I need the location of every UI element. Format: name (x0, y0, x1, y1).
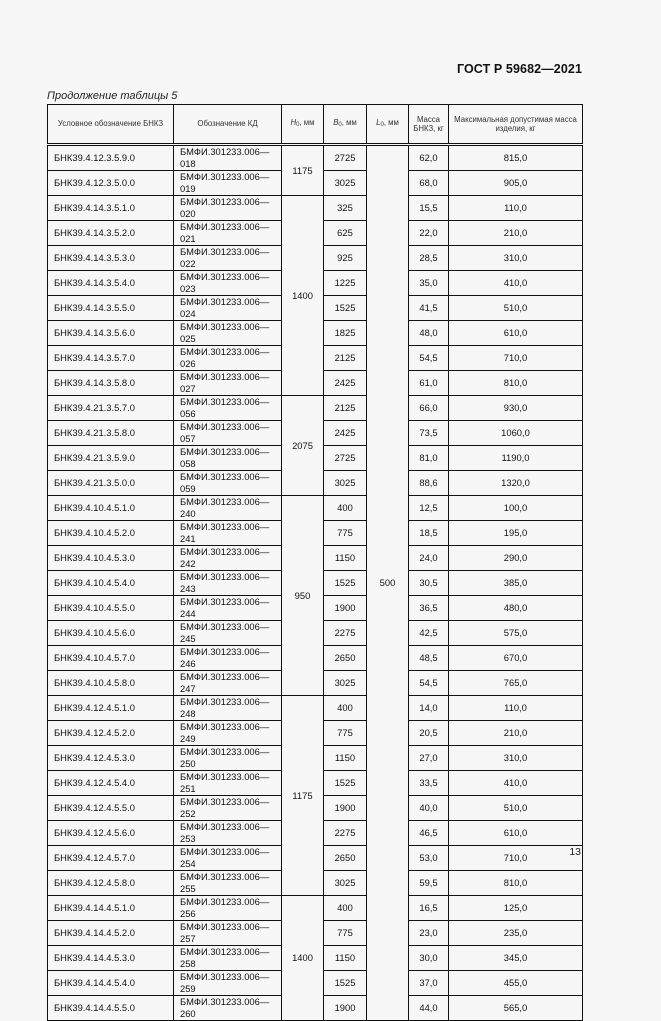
cell-kd-designation: БМФИ.301233.006—018 (174, 145, 282, 171)
cell-bnkz-designation: БНК39.4.14.3.5.2.0 (48, 221, 174, 246)
cell-mass: 24,0 (409, 546, 449, 571)
page-number: 13 (569, 846, 581, 858)
cell-mass: 88,6 (409, 471, 449, 496)
cell-max-mass: 235,0 (449, 921, 583, 946)
cell-kd-designation: БМФИ.301233.006—027 (174, 371, 282, 396)
cell-mass: 68,0 (409, 171, 449, 196)
cell-max-mass: 385,0 (449, 571, 583, 596)
cell-max-mass: 410,0 (449, 271, 583, 296)
cell-kd-designation: БМФИ.301233.006—240 (174, 496, 282, 521)
cell-b0: 2125 (324, 346, 367, 371)
table-row (48, 145, 583, 171)
cell-b0: 400 (324, 696, 367, 721)
cell-max-mass: 810,0 (449, 871, 583, 896)
cell-mass: 40,0 (409, 796, 449, 821)
cell-bnkz-designation: БНК39.4.21.3.5.9.0 (48, 446, 174, 471)
table-row (48, 196, 583, 221)
cell-h0: 950 (282, 496, 324, 696)
cell-mass: 36,5 (409, 596, 449, 621)
cell-max-mass: 710,0 (449, 346, 583, 371)
col-header-mass: Масса БНКЗ, кг (409, 105, 449, 145)
cell-kd-designation: БМФИ.301233.006—020 (174, 196, 282, 221)
cell-max-mass: 290,0 (449, 546, 583, 571)
cell-mass: 30,0 (409, 946, 449, 971)
cell-kd-designation: БМФИ.301233.006—248 (174, 696, 282, 721)
cell-max-mass: 905,0 (449, 171, 583, 196)
cell-kd-designation: БМФИ.301233.006—056 (174, 396, 282, 421)
cell-mass: 16,5 (409, 896, 449, 921)
cell-mass: 42,5 (409, 621, 449, 646)
cell-max-mass: 930,0 (449, 396, 583, 421)
cell-h0: 1400 (282, 896, 324, 1021)
cell-kd-designation: БМФИ.301233.006—243 (174, 571, 282, 596)
cell-bnkz-designation: БНК39.4.12.4.5.7.0 (48, 846, 174, 871)
cell-kd-designation: БМФИ.301233.006—257 (174, 921, 282, 946)
cell-bnkz-designation: БНК39.4.14.3.5.6.0 (48, 321, 174, 346)
cell-b0: 2425 (324, 371, 367, 396)
cell-bnkz-designation: БНК39.4.14.3.5.4.0 (48, 271, 174, 296)
cell-kd-designation: БМФИ.301233.006—058 (174, 446, 282, 471)
cell-kd-designation: БМФИ.301233.006—259 (174, 971, 282, 996)
cell-kd-designation: БМФИ.301233.006—245 (174, 621, 282, 646)
cell-mass: 37,0 (409, 971, 449, 996)
cell-b0: 2275 (324, 821, 367, 846)
cell-b0: 1225 (324, 271, 367, 296)
cell-bnkz-designation: БНК39.4.14.3.5.3.0 (48, 246, 174, 271)
cell-mass: 73,5 (409, 421, 449, 446)
cell-kd-designation: БМФИ.301233.006—252 (174, 796, 282, 821)
cell-bnkz-designation: БНК39.4.10.4.5.6.0 (48, 621, 174, 646)
cell-bnkz-designation: БНК39.4.12.4.5.5.0 (48, 796, 174, 821)
cell-bnkz-designation: БНК39.4.14.4.5.1.0 (48, 896, 174, 921)
table-header-row (48, 105, 583, 145)
cell-kd-designation: БМФИ.301233.006—244 (174, 596, 282, 621)
cell-kd-designation: БМФИ.301233.006—025 (174, 321, 282, 346)
cell-bnkz-designation: БНК39.4.14.3.5.1.0 (48, 196, 174, 221)
cell-bnkz-designation: БНК39.4.14.4.5.3.0 (48, 946, 174, 971)
cell-b0: 400 (324, 896, 367, 921)
cell-bnkz-designation: БНК39.4.10.4.5.5.0 (48, 596, 174, 621)
data-table (47, 104, 583, 1021)
cell-kd-designation: БМФИ.301233.006—024 (174, 296, 282, 321)
cell-b0: 775 (324, 521, 367, 546)
table-row (48, 396, 583, 421)
cell-max-mass: 100,0 (449, 496, 583, 521)
cell-max-mass: 670,0 (449, 646, 583, 671)
cell-b0: 325 (324, 196, 367, 221)
cell-h0: 2075 (282, 396, 324, 496)
cell-max-mass: 810,0 (449, 371, 583, 396)
cell-bnkz-designation: БНК39.4.12.4.5.6.0 (48, 821, 174, 846)
cell-kd-designation: БМФИ.301233.006—247 (174, 671, 282, 696)
cell-kd-designation: БМФИ.301233.006—254 (174, 846, 282, 871)
cell-bnkz-designation: БНК39.4.12.4.5.3.0 (48, 746, 174, 771)
cell-max-mass: 480,0 (449, 596, 583, 621)
cell-bnkz-designation: БНК39.4.10.4.5.4.0 (48, 571, 174, 596)
col-header-kd: Обозначение КД (174, 105, 282, 145)
table-row (48, 896, 583, 921)
cell-bnkz-designation: БНК39.4.12.3.5.9.0 (48, 145, 174, 171)
cell-b0: 2650 (324, 646, 367, 671)
cell-bnkz-designation: БНК39.4.21.3.5.8.0 (48, 421, 174, 446)
cell-bnkz-designation: БНК39.4.12.4.5.1.0 (48, 696, 174, 721)
cell-mass: 18,5 (409, 521, 449, 546)
table-body (48, 145, 583, 1021)
cell-bnkz-designation: БНК39.4.21.3.5.0.0 (48, 471, 174, 496)
table-caption: Продолжение таблицы 5 (47, 90, 178, 102)
cell-kd-designation: БМФИ.301233.006—242 (174, 546, 282, 571)
cell-mass: 53,0 (409, 846, 449, 871)
cell-kd-designation: БМФИ.301233.006—022 (174, 246, 282, 271)
cell-max-mass: 510,0 (449, 796, 583, 821)
cell-max-mass: 1320,0 (449, 471, 583, 496)
cell-b0: 1525 (324, 296, 367, 321)
cell-b0: 2725 (324, 446, 367, 471)
cell-b0: 1150 (324, 946, 367, 971)
cell-kd-designation: БМФИ.301233.006—059 (174, 471, 282, 496)
cell-max-mass: 310,0 (449, 746, 583, 771)
cell-mass: 62,0 (409, 145, 449, 171)
col-header-max-mass: Максимальная допустимая масса изделия, кг (449, 105, 583, 145)
cell-b0: 1525 (324, 571, 367, 596)
cell-max-mass: 195,0 (449, 521, 583, 546)
cell-max-mass: 610,0 (449, 321, 583, 346)
cell-kd-designation: БМФИ.301233.006—255 (174, 871, 282, 896)
cell-kd-designation: БМФИ.301233.006—057 (174, 421, 282, 446)
cell-b0: 2275 (324, 621, 367, 646)
cell-mass: 54,5 (409, 671, 449, 696)
cell-b0: 1900 (324, 796, 367, 821)
cell-kd-designation: БМФИ.301233.006—023 (174, 271, 282, 296)
cell-bnkz-designation: БНК39.4.14.3.5.5.0 (48, 296, 174, 321)
cell-bnkz-designation: БНК39.4.14.4.5.5.0 (48, 996, 174, 1021)
cell-max-mass: 410,0 (449, 771, 583, 796)
cell-mass: 35,0 (409, 271, 449, 296)
cell-bnkz-designation: БНК39.4.10.4.5.1.0 (48, 496, 174, 521)
cell-b0: 2425 (324, 421, 367, 446)
cell-max-mass: 1060,0 (449, 421, 583, 446)
cell-bnkz-designation: БНК39.4.14.3.5.8.0 (48, 371, 174, 396)
cell-max-mass: 455,0 (449, 971, 583, 996)
cell-mass: 48,5 (409, 646, 449, 671)
cell-kd-designation: БМФИ.301233.006—256 (174, 896, 282, 921)
cell-max-mass: 310,0 (449, 246, 583, 271)
cell-bnkz-designation: БНК39.4.12.4.5.4.0 (48, 771, 174, 796)
cell-max-mass: 610,0 (449, 821, 583, 846)
cell-mass: 14,0 (409, 696, 449, 721)
cell-max-mass: 110,0 (449, 696, 583, 721)
cell-max-mass: 210,0 (449, 221, 583, 246)
cell-b0: 625 (324, 221, 367, 246)
cell-b0: 3025 (324, 671, 367, 696)
cell-bnkz-designation: БНК39.4.21.3.5.7.0 (48, 396, 174, 421)
cell-mass: 81,0 (409, 446, 449, 471)
cell-b0: 1150 (324, 546, 367, 571)
cell-max-mass: 710,0 (449, 846, 583, 871)
cell-b0: 1525 (324, 971, 367, 996)
cell-b0: 1825 (324, 321, 367, 346)
cell-max-mass: 765,0 (449, 671, 583, 696)
cell-b0: 1900 (324, 996, 367, 1021)
cell-max-mass: 815,0 (449, 145, 583, 171)
cell-b0: 2650 (324, 846, 367, 871)
cell-mass: 44,0 (409, 996, 449, 1021)
cell-bnkz-designation: БНК39.4.12.4.5.2.0 (48, 721, 174, 746)
cell-mass: 12,5 (409, 496, 449, 521)
cell-max-mass: 510,0 (449, 296, 583, 321)
cell-mass: 28,5 (409, 246, 449, 271)
cell-mass: 59,5 (409, 871, 449, 896)
cell-b0: 1525 (324, 771, 367, 796)
cell-b0: 2125 (324, 396, 367, 421)
cell-bnkz-designation: БНК39.4.12.4.5.8.0 (48, 871, 174, 896)
cell-kd-designation: БМФИ.301233.006—249 (174, 721, 282, 746)
table-row (48, 696, 583, 721)
cell-bnkz-designation: БНК39.4.10.4.5.8.0 (48, 671, 174, 696)
cell-max-mass: 1190,0 (449, 446, 583, 471)
document-code: ГОСТ Р 59682—2021 (456, 62, 582, 76)
cell-bnkz-designation: БНК39.4.14.4.5.2.0 (48, 921, 174, 946)
cell-mass: 23,0 (409, 921, 449, 946)
cell-max-mass: 345,0 (449, 946, 583, 971)
cell-max-mass: 110,0 (449, 196, 583, 221)
cell-kd-designation: БМФИ.301233.006—241 (174, 521, 282, 546)
cell-max-mass: 125,0 (449, 896, 583, 921)
cell-h0: 1175 (282, 145, 324, 196)
cell-kd-designation: БМФИ.301233.006—253 (174, 821, 282, 846)
cell-kd-designation: БМФИ.301233.006—251 (174, 771, 282, 796)
cell-mass: 46,5 (409, 821, 449, 846)
cell-bnkz-designation: БНК39.4.10.4.5.7.0 (48, 646, 174, 671)
cell-bnkz-designation: БНК39.4.14.4.5.4.0 (48, 971, 174, 996)
cell-b0: 3025 (324, 871, 367, 896)
cell-b0: 1900 (324, 596, 367, 621)
cell-mass: 54,5 (409, 346, 449, 371)
col-header-bnkz: Условное обозначение БНКЗ (48, 105, 174, 145)
cell-kd-designation: БМФИ.301233.006—026 (174, 346, 282, 371)
cell-mass: 66,0 (409, 396, 449, 421)
table-row (48, 496, 583, 521)
cell-mass: 15,5 (409, 196, 449, 221)
cell-mass: 30,5 (409, 571, 449, 596)
cell-h0: 1400 (282, 196, 324, 396)
cell-mass: 20,5 (409, 721, 449, 746)
cell-bnkz-designation: БНК39.4.10.4.5.3.0 (48, 546, 174, 571)
cell-kd-designation: БМФИ.301233.006—021 (174, 221, 282, 246)
cell-l0: 500 (367, 145, 409, 1021)
cell-mass: 33,5 (409, 771, 449, 796)
cell-b0: 3025 (324, 471, 367, 496)
cell-bnkz-designation: БНК39.4.10.4.5.2.0 (48, 521, 174, 546)
cell-b0: 775 (324, 721, 367, 746)
cell-kd-designation: БМФИ.301233.006—250 (174, 746, 282, 771)
cell-h0: 1175 (282, 696, 324, 896)
cell-b0: 1150 (324, 746, 367, 771)
cell-mass: 61,0 (409, 371, 449, 396)
cell-mass: 27,0 (409, 746, 449, 771)
cell-b0: 2725 (324, 145, 367, 171)
cell-b0: 3025 (324, 171, 367, 196)
cell-kd-designation: БМФИ.301233.006—260 (174, 996, 282, 1021)
cell-kd-designation: БМФИ.301233.006—246 (174, 646, 282, 671)
cell-b0: 925 (324, 246, 367, 271)
cell-max-mass: 210,0 (449, 721, 583, 746)
cell-kd-designation: БМФИ.301233.006—258 (174, 946, 282, 971)
cell-kd-designation: БМФИ.301233.006—019 (174, 171, 282, 196)
cell-bnkz-designation: БНК39.4.14.3.5.7.0 (48, 346, 174, 371)
col-header-h0: H0, мм (282, 105, 324, 145)
cell-mass: 22,0 (409, 221, 449, 246)
cell-max-mass: 575,0 (449, 621, 583, 646)
col-header-b0: B0, мм (324, 105, 367, 145)
cell-max-mass: 565,0 (449, 996, 583, 1021)
col-header-l0: L0, мм (367, 105, 409, 145)
cell-b0: 400 (324, 496, 367, 521)
cell-mass: 48,0 (409, 321, 449, 346)
cell-mass: 41,5 (409, 296, 449, 321)
cell-bnkz-designation: БНК39.4.12.3.5.0.0 (48, 171, 174, 196)
cell-b0: 775 (324, 921, 367, 946)
